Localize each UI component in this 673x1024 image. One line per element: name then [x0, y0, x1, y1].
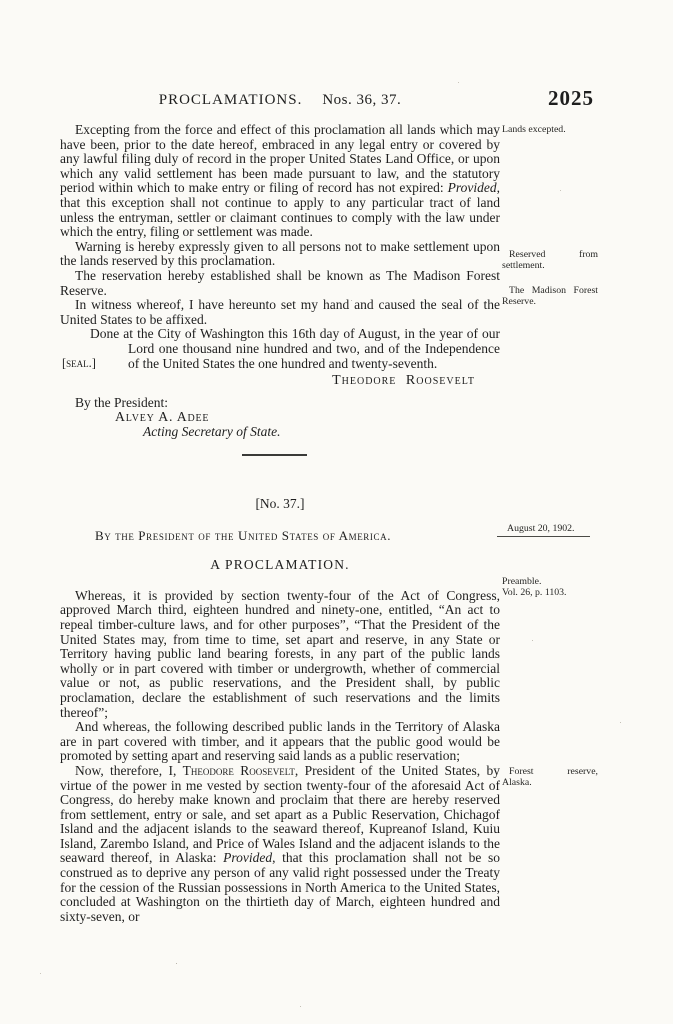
attestation-text: Done at the City of Washington this 16th day of August, in the year of our Lord one thousand nine hundred and two, and of the Independence of the United States the one hundred and twenty-seventh. — [90, 326, 500, 371]
proclamation-number-heading: [No. 37.] — [255, 496, 305, 511]
now-therefore-text-c: , that this proclamation shall not be so construed as to deprive any person of any valid right possessed under the Treaty for the cession of the Russian possessions in North America to the United States, concluded at Washington on the thirtieth day of March, eighteen hundred and sixty-seven, or — [60, 850, 501, 924]
margin-note-lands-excepted: Lands excepted. — [502, 124, 566, 135]
margin-note-preamble — [502, 576, 598, 598]
paragraph-and-whereas: And whereas, the following described public lands in the Territory of Alaska are in part covered with timber, and it appears that the public good would be promoted by setting apart and reserving said lands as a public reservation; — [60, 719, 500, 764]
seal-label: [seal.] — [62, 356, 96, 371]
margin-note-preamble-line2: Vol. 26, p. 1103. — [502, 587, 567, 598]
provided-italic-37: Provided — [223, 850, 273, 866]
paragraph-excepting-text-b: , that this exception shall not continue to apply to any particular tract of land unless the entryman, settler or claimant continues to comply with the law under which the entry, filing or settlement was made. — [60, 180, 500, 240]
running-header — [60, 92, 500, 109]
secretary-name: Alvey A. Adee — [115, 409, 210, 425]
margin-note-madison-forest-reserve: The Madison Forest Reserve. — [502, 285, 598, 307]
scan-speckles — [0, 0, 1, 1]
secretary-title: Acting Secretary of State. — [143, 423, 281, 439]
by-president-line: By the President: — [75, 394, 168, 410]
running-header-numbers: Nos. 36, 37. — [322, 92, 402, 108]
signature-roosevelt: Theodore Roosevelt — [332, 373, 475, 389]
page-number: 2025 — [548, 86, 594, 110]
proclamation-title: A PROCLAMATION. — [210, 557, 350, 573]
paragraph-reserve-name: The reservation hereby established shall be known as The Madison Forest Reserve. — [60, 267, 500, 298]
margin-note-forest-reserve-alaska: Forest reserve, Alaska. — [502, 766, 598, 788]
running-header-title: PROCLAMATIONS. — [158, 92, 303, 108]
margin-note-reserved-from-settlement: Reserved from settlement. — [502, 249, 598, 271]
margin-note-date — [497, 523, 592, 537]
paragraph-whereas: Whereas, it is provided by section twenty-four of the Act of Congress, approved March third, eighteen hundred and ninety-one, entitled, “An act to repeal timber-culture laws, and for other purposes”, “That the President of the United States may, from time to time, set apart and reserve, in any State or Territory having public land bearing forests, in any part of the public lands wholly or in part covered with timber or undergrowth, whether of commercial value or not, as public reservations, and the President shall, by public proclamation, declare the establishment of such reservations and the limits thereof”; — [60, 587, 500, 720]
date-underline-rule — [497, 536, 590, 537]
margin-note-date-text: August 20, 1902. — [507, 523, 575, 534]
president-byline-heading: By the President of the United States of America. — [94, 527, 392, 543]
proclamation-36-column — [60, 123, 500, 456]
now-therefore-text-b: , President of the United States, by virtue of the power in me vested by section twenty-four of the aforesaid Act of Congress, do hereby make known and proclaim that there are hereby reserved from settlement, entry or sale, and set apart as a Public Reservation, Chichagof Island and the adjacent islands to the seaward thereof, Kupreanof Island, Kuiu Island, Zarembo Island, and Price of Wales Island and the adjacent islands to the seaward thereof, in Alaska: — [60, 762, 500, 866]
margin-note-preamble-line1: Preamble. — [502, 576, 542, 587]
proclamation-37-column — [60, 497, 500, 924]
paragraph-now-therefore — [60, 764, 500, 925]
paragraph-excepting-text-a: Excepting from the force and effect of this proclamation all lands which may have been, prior to the date hereof, embraced in any legal entry or covered by any lawful filing duly of record in the proper United States Land Office, or upon which any valid settlement has been made pursuant to law, and the statutory period within which to make entry or filing of record has not expired: — [60, 122, 500, 196]
attestation-block — [60, 327, 500, 371]
paragraph-excepting — [60, 123, 500, 240]
provided-italic-36: Provided — [447, 180, 497, 196]
section-divider-rule — [242, 454, 307, 456]
paragraph-warning: Warning is hereby expressly given to all persons not to make settlement upon the lands reserved by this proclamation. — [60, 238, 500, 269]
paragraph-in-witness: In witness whereof, I have hereunto set my hand and caused the seal of the United States to be affixed. — [60, 297, 500, 327]
roosevelt-smallcaps: Theodore Roosevelt — [182, 762, 295, 778]
now-therefore-text-a: Now, therefore, I, — [75, 762, 183, 778]
